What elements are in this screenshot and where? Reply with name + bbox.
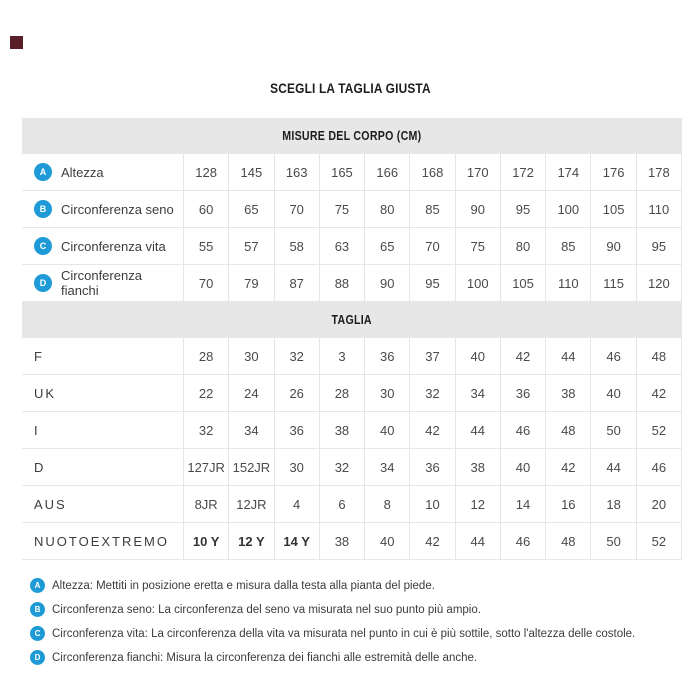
value-cell: 44 [455,412,500,449]
value-cell: 57 [228,228,273,265]
value-cell: 14 [500,486,545,523]
page-title-text: SCEGLI LA TAGLIA GIUSTA [269,80,431,96]
value-cell: 32 [409,375,454,412]
row-label [22,412,183,449]
value-cell: 127JR [183,449,228,486]
value-cell: 48 [636,338,681,375]
value-cell: 42 [409,412,454,449]
footnote-line [30,626,680,641]
footnote-badge-b-icon: B [30,602,45,617]
page-title [0,80,700,96]
value-cell: 128 [183,154,228,191]
value-cell: 70 [409,228,454,265]
value-cell: 172 [500,154,545,191]
value-cell: 10 [409,486,454,523]
value-cell: 6 [319,486,364,523]
value-cell: 38 [455,449,500,486]
row-label [22,338,183,375]
size-table [22,118,682,560]
value-cell: 110 [545,265,590,302]
value-cell: 60 [183,191,228,228]
value-cell: 52 [636,523,681,560]
value-cell: 42 [500,338,545,375]
value-cell: 40 [500,449,545,486]
value-cell: 20 [636,486,681,523]
value-cell: 85 [545,228,590,265]
value-cell: 30 [274,449,319,486]
value-cell: 120 [636,265,681,302]
value-cell: 34 [364,449,409,486]
value-cell: 32 [319,449,364,486]
row-label [22,265,183,302]
value-cell: 88 [319,265,364,302]
value-cell: 48 [545,523,590,560]
value-cell: 18 [590,486,635,523]
value-cell: 30 [228,338,273,375]
row-label [22,375,183,412]
row-label-text: F [34,348,44,364]
measure-badge-a-icon: A [34,163,52,181]
row-label-text: NUOTOEXTREMO [34,533,169,549]
value-cell: 80 [500,228,545,265]
value-cell: 165 [319,154,364,191]
value-cell: 28 [319,375,364,412]
value-cell: 178 [636,154,681,191]
measure-badge-b-icon: B [34,200,52,218]
value-cell: 170 [455,154,500,191]
value-cell: 100 [455,265,500,302]
value-cell: 55 [183,228,228,265]
value-cell: 40 [364,523,409,560]
value-cell: 90 [455,191,500,228]
value-cell: 145 [228,154,273,191]
value-cell: 176 [590,154,635,191]
value-cell: 50 [590,412,635,449]
value-cell: 90 [364,265,409,302]
value-cell: 40 [590,375,635,412]
row-label-text: D [34,459,46,475]
value-cell: 52 [636,412,681,449]
value-cell: 36 [274,412,319,449]
section-header-sizes [22,302,681,338]
measure-badge-d-icon: D [34,274,52,292]
row-label [22,154,183,191]
value-cell: 168 [409,154,454,191]
value-cell: 32 [274,338,319,375]
row-label [22,449,183,486]
value-cell: 36 [409,449,454,486]
value-cell: 75 [455,228,500,265]
value-cell: 75 [319,191,364,228]
value-cell: 3 [319,338,364,375]
value-cell: 70 [274,191,319,228]
value-cell: 95 [409,265,454,302]
row-label-text: AUS [34,496,67,512]
measure-badge-c-icon: C [34,237,52,255]
value-cell: 38 [319,412,364,449]
value-cell: 26 [274,375,319,412]
value-cell: 85 [409,191,454,228]
value-cell: 90 [590,228,635,265]
value-cell: 65 [364,228,409,265]
row-label-text: Circonferenza fianchi [61,268,142,298]
row-label [22,523,183,560]
value-cell: 44 [455,523,500,560]
footnote-line [30,602,680,617]
value-cell: 28 [183,338,228,375]
value-cell: 46 [636,449,681,486]
row-label-text: Circonferenza vita [61,238,166,254]
value-cell: 65 [228,191,273,228]
footnote-text: Circonferenza seno: La circonferenza del seno va misurata nel suo punto più ampio. [52,603,481,616]
value-cell: 22 [183,375,228,412]
value-cell: 95 [500,191,545,228]
footnote-badge-c-icon: C [30,626,45,641]
value-cell: 44 [590,449,635,486]
value-cell: 34 [455,375,500,412]
value-cell: 63 [319,228,364,265]
value-cell: 70 [183,265,228,302]
footnote-badge-d-icon: D [30,650,45,665]
row-label [22,228,183,265]
value-cell: 46 [500,523,545,560]
value-cell: 4 [274,486,319,523]
value-cell: 12 Y [228,523,273,560]
value-cell: 105 [590,191,635,228]
row-label [22,191,183,228]
value-cell: 152JR [228,449,273,486]
footnote-badge-a-icon: A [30,578,45,593]
value-cell: 166 [364,154,409,191]
row-label-text: UK [34,385,57,401]
value-cell: 174 [545,154,590,191]
row-label [22,486,183,523]
value-cell: 42 [636,375,681,412]
footnote-line [30,650,680,665]
value-cell: 44 [545,338,590,375]
value-cell: 30 [364,375,409,412]
footnote-text: Circonferenza vita: La circonferenza della vita va misurata nel punto in cui è più sottile, sotto l'altezza delle costole. [52,627,636,640]
value-cell: 46 [500,412,545,449]
section-header-text: MISURE DEL CORPO (CM) [281,129,422,143]
value-cell: 115 [590,265,635,302]
value-cell: 95 [636,228,681,265]
value-cell: 48 [545,412,590,449]
value-cell: 8JR [183,486,228,523]
value-cell: 34 [228,412,273,449]
value-cell: 58 [274,228,319,265]
value-cell: 36 [500,375,545,412]
value-cell: 10 Y [183,523,228,560]
value-cell: 38 [545,375,590,412]
value-cell: 46 [590,338,635,375]
value-cell: 40 [364,412,409,449]
value-cell: 14 Y [274,523,319,560]
value-cell: 100 [545,191,590,228]
footnotes [30,578,680,674]
section-header-text: TAGLIA [331,313,372,327]
value-cell: 105 [500,265,545,302]
value-cell: 37 [409,338,454,375]
row-label-text: Circonferenza seno [61,201,174,217]
value-cell: 163 [274,154,319,191]
value-cell: 40 [455,338,500,375]
value-cell: 50 [590,523,635,560]
value-cell: 16 [545,486,590,523]
value-cell: 38 [319,523,364,560]
footnote-line [30,578,680,593]
section-header-body-measurements [22,118,681,154]
value-cell: 24 [228,375,273,412]
row-label-text: Altezza [61,164,104,180]
value-cell: 79 [228,265,273,302]
value-cell: 42 [545,449,590,486]
value-cell: 42 [409,523,454,560]
footnote-text: Altezza: Mettiti in posizione eretta e misura dalla testa alla pianta del piede. [52,579,435,592]
value-cell: 12 [455,486,500,523]
value-cell: 87 [274,265,319,302]
value-cell: 8 [364,486,409,523]
value-cell: 12JR [228,486,273,523]
footnote-text: Circonferenza fianchi: Misura la circonferenza dei fianchi alle estremità delle anche. [52,651,478,664]
value-cell: 110 [636,191,681,228]
value-cell: 80 [364,191,409,228]
row-label-text: I [34,422,40,438]
value-cell: 36 [364,338,409,375]
value-cell: 32 [183,412,228,449]
brand-square-icon [10,36,23,49]
